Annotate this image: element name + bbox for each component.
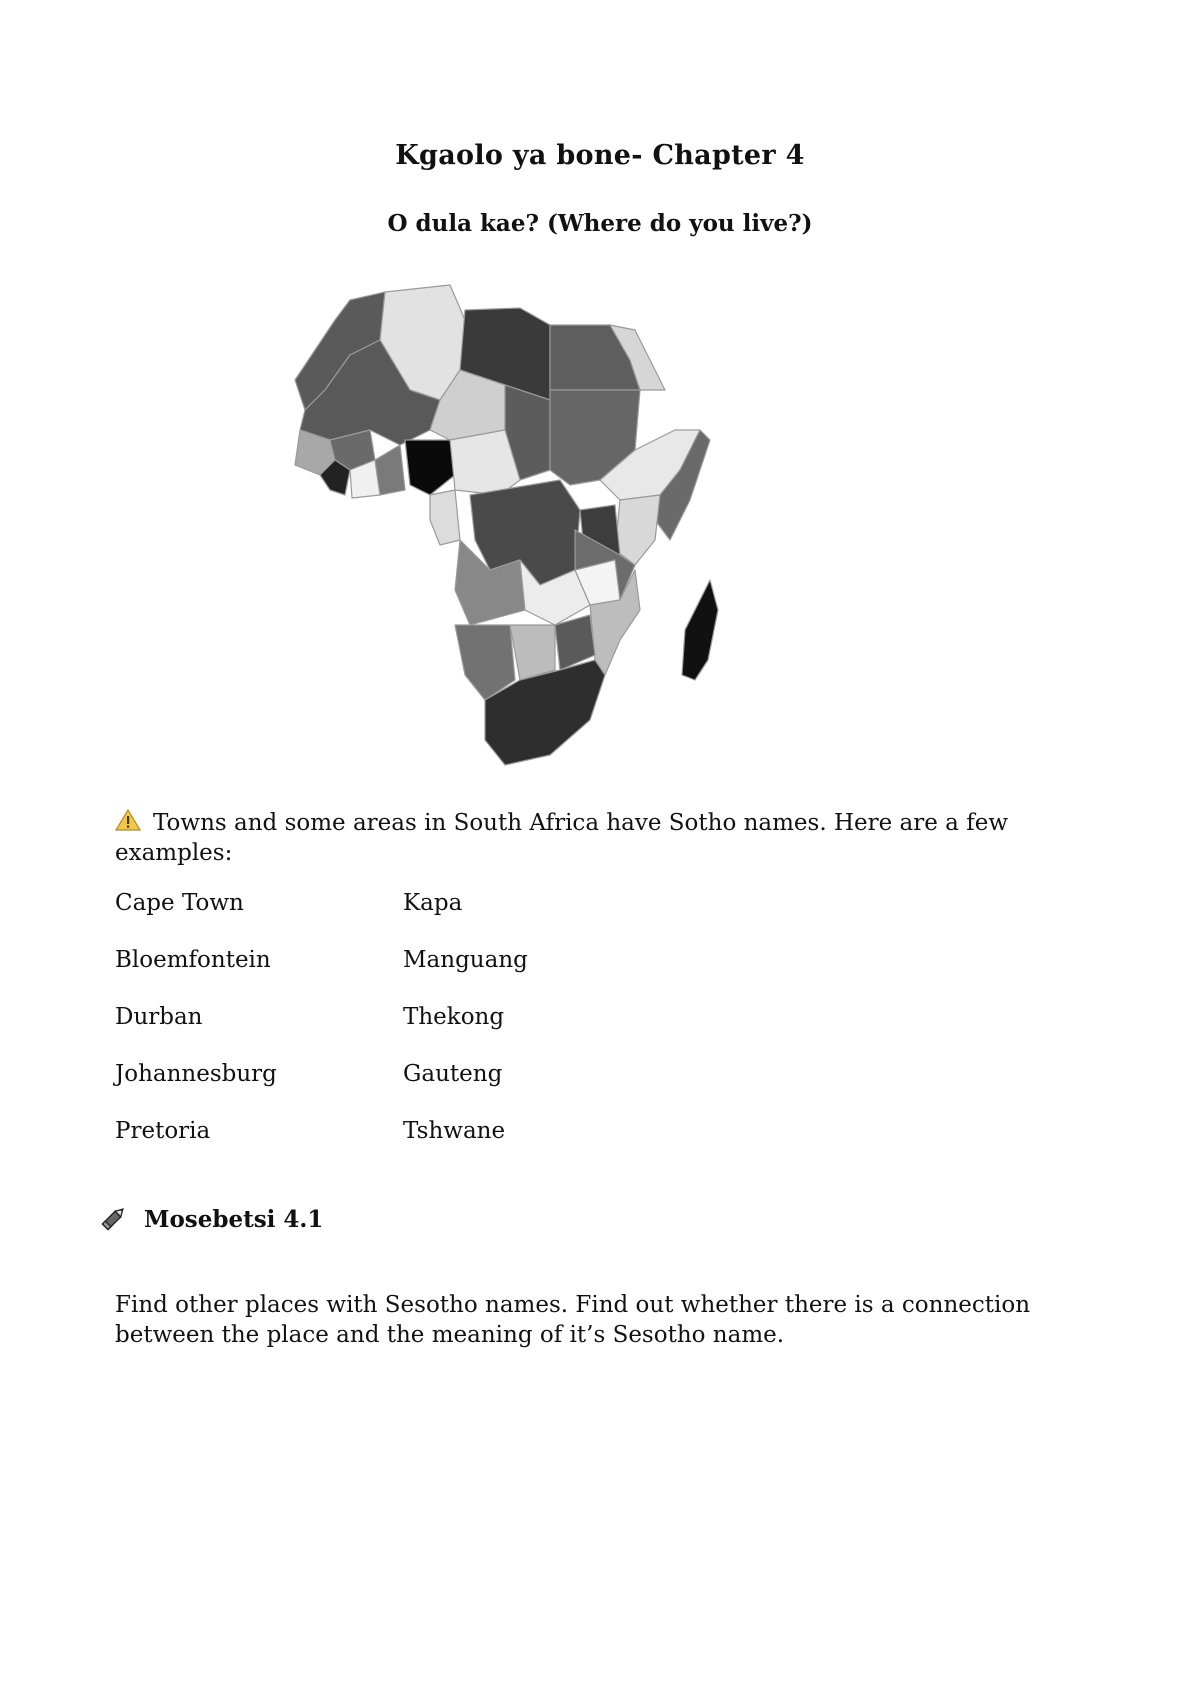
activity-label: Mosebetsi 4.1 <box>144 1205 324 1233</box>
africa-map-image <box>290 280 770 780</box>
page-title: Kgaolo ya bone- Chapter 4 <box>395 140 805 171</box>
english-name: Johannesburg <box>115 1061 277 1087</box>
sesotho-name: Tshwane <box>403 1118 506 1144</box>
english-name: Bloemfontein <box>115 947 271 973</box>
note-text: Towns and some areas in South Africa have Sotho names. Here are a few examples: <box>115 810 1009 866</box>
activity-instruction: Find other places with Sesotho names. Find out whether there is a connection between the place and the meaning of it’s Sesotho name. <box>115 1292 1031 1348</box>
english-name: Pretoria <box>115 1118 211 1144</box>
sesotho-name: Kapa <box>403 890 463 916</box>
english-name: Durban <box>115 1004 203 1030</box>
sesotho-name: Thekong <box>403 1004 505 1030</box>
page-subtitle: O dula kae? (Where do you live?) <box>387 210 813 237</box>
pencil-icon <box>98 1204 128 1234</box>
sotho-names-note <box>115 808 1095 868</box>
english-name: Cape Town <box>115 890 244 916</box>
sesotho-name: Manguang <box>403 947 528 973</box>
activity-heading <box>98 1204 323 1234</box>
warning-icon <box>115 808 141 832</box>
sesotho-name: Gauteng <box>403 1061 503 1087</box>
